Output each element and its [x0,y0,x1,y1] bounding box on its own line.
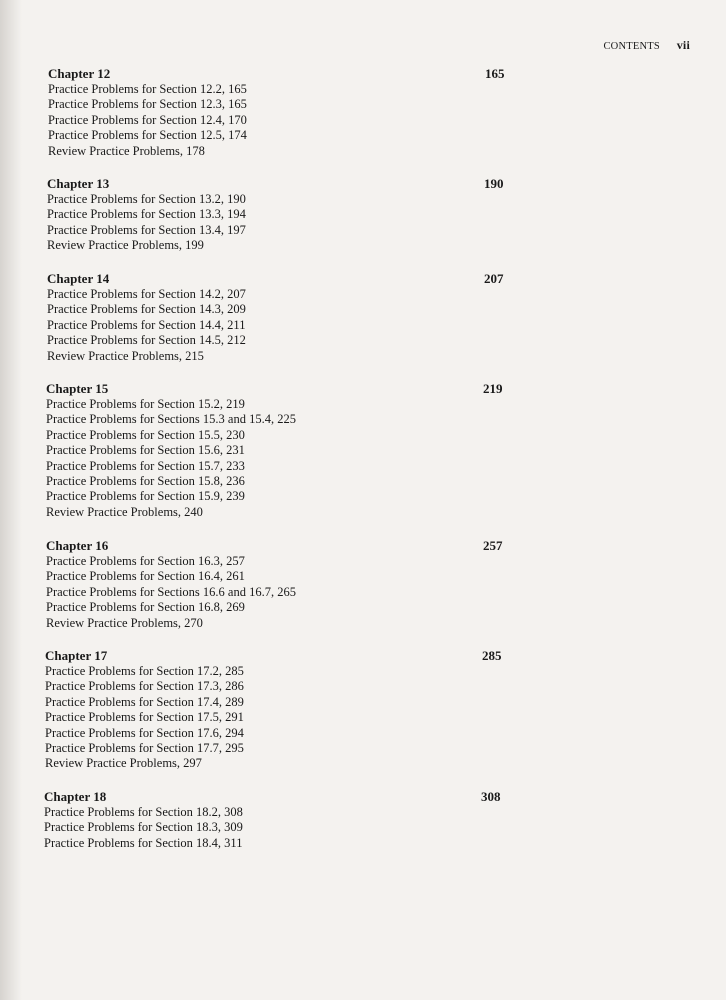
toc-entry: Practice Problems for Section 17.4, 289 [45,694,244,709]
chapter-page-number: 207 [484,271,504,286]
chapter-page-number: 308 [481,789,501,804]
chapter-title: Chapter 17 [45,648,108,663]
toc-entry: Practice Problems for Section 17.5, 291 [45,710,244,725]
toc-entry: Practice Problems for Section 14.4, 211 [47,317,246,332]
chapter-17-section [0,648,605,772]
toc-entry: Practice Problems for Section 14.5, 212 [47,333,246,348]
toc-entry: Practice Problems for Section 12.2, 165 [48,82,247,96]
toc-entry: Practice Problems for Section 12.4, 170 [48,112,247,127]
chapter-heading [47,271,607,287]
chapter-heading [45,648,605,664]
toc-entry: Practice Problems for Section 12.5, 174 [48,128,247,143]
chapter-title: Chapter 16 [46,538,109,553]
chapter-entries [46,554,606,631]
toc-entry: Review Practice Problems, 297 [45,756,202,771]
toc-entry: Practice Problems for Section 15.8, 236 [46,474,245,489]
chapter-14-section [0,271,607,364]
chapter-15-section [0,381,606,520]
running-head [603,38,690,53]
chapter-title: Chapter 13 [47,176,110,191]
chapter-entries [45,664,605,772]
toc-entry: Practice Problems for Section 17.2, 285 [45,664,244,678]
chapter-heading [48,66,608,82]
toc-entry: Practice Problems for Section 16.3, 257 [46,554,245,568]
chapter-18-section [0,789,604,851]
toc-entry: Review Practice Problems, 270 [46,615,203,630]
chapter-entries [46,397,606,520]
toc-entry: Practice Problems for Section 15.5, 230 [46,427,245,442]
chapter-entries [48,82,608,159]
toc-entry: Practice Problems for Section 18.3, 309 [44,820,243,835]
toc-entry: Review Practice Problems, 240 [46,504,203,519]
toc-entry: Practice Problems for Section 15.9, 239 [46,489,245,504]
chapter-entries [47,287,607,364]
toc-entry: Practice Problems for Section 13.3, 194 [47,207,246,222]
toc-entry: Practice Problems for Section 13.2, 190 [47,192,246,206]
chapter-heading [46,538,606,554]
chapter-page-number: 190 [484,176,504,191]
chapter-title: Chapter 12 [48,66,111,81]
toc-entry: Practice Problems for Section 14.3, 209 [47,302,246,317]
toc-entry: Practice Problems for Section 15.7, 233 [46,458,245,473]
toc-entry: Practice Problems for Section 15.2, 219 [46,397,245,411]
toc-entry: Practice Problems for Section 12.3, 165 [48,97,247,112]
toc-entry: Practice Problems for Section 13.4, 197 [47,222,246,237]
chapter-page-number: 285 [482,648,502,663]
running-head-label: CONTENTS [603,41,660,52]
chapter-title: Chapter 15 [46,381,109,396]
chapter-12-section [0,66,608,159]
chapter-entries [47,192,607,254]
chapter-heading [47,176,607,192]
toc-entry: Practice Problems for Section 16.8, 269 [46,600,245,615]
toc-entry: Practice Problems for Section 18.2, 308 [44,805,243,819]
running-head-page-number: vii [676,38,690,52]
chapter-heading [44,789,604,805]
toc-entry: Practice Problems for Sections 15.3 and 15.4, 225 [46,412,296,427]
toc-entry: Practice Problems for Sections 16.6 and 16.7, 265 [46,584,296,599]
chapter-13-section [0,176,607,254]
toc-entry: Practice Problems for Section 17.6, 294 [45,725,244,740]
chapter-page-number: 219 [483,381,503,396]
toc-entry: Review Practice Problems, 199 [47,238,204,253]
toc-entry: Practice Problems for Section 17.7, 295 [45,741,244,756]
toc-entry: Review Practice Problems, 178 [48,143,205,158]
toc-entry: Review Practice Problems, 215 [47,348,204,363]
toc-entry: Practice Problems for Section 15.6, 231 [46,443,245,458]
chapter-title: Chapter 14 [47,271,110,286]
chapter-title: Chapter 18 [44,789,107,804]
toc-entry: Practice Problems for Section 16.4, 261 [46,569,245,584]
chapter-entries [44,805,604,851]
toc-entry: Practice Problems for Section 14.2, 207 [47,287,246,301]
toc-entry: Practice Problems for Section 17.3, 286 [45,679,244,694]
toc-entry: Practice Problems for Section 18.4, 311 [44,835,243,850]
chapter-page-number: 165 [485,66,505,81]
chapter-page-number: 257 [483,538,503,553]
chapter-16-section [0,538,606,631]
chapter-heading [46,381,606,397]
